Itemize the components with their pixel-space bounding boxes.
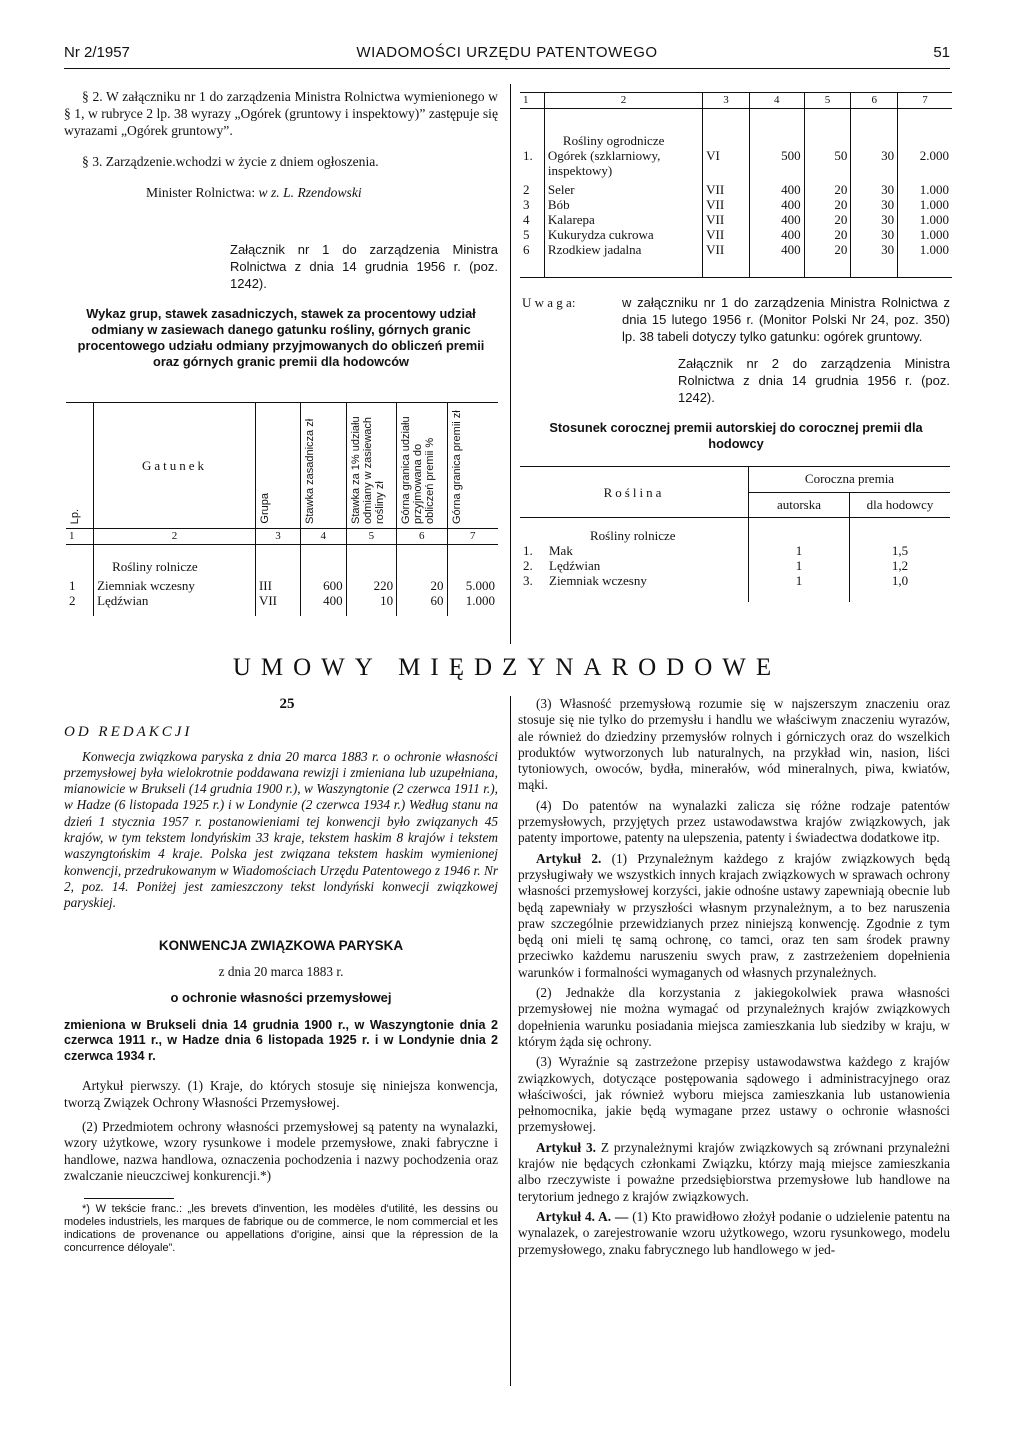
article-2-label: Artykuł 2.	[536, 850, 602, 866]
article-4-label: Artykuł 4. A. —	[536, 1208, 629, 1224]
table-header-row	[520, 467, 950, 493]
section-row	[520, 518, 950, 544]
attachment-note-2: Załącznik nr 2 do zarządzenia Ministra Rolnictwa z dnia 14 grudnia 1956 r. (poz. 1242).	[678, 356, 950, 405]
convention-subtitle: o ochronie własności przemysłowej	[170, 989, 392, 1005]
table-row: 2 Seler VII 400 20 30 1.000	[520, 182, 952, 197]
table-row: 1. Mak 1 1,5	[520, 543, 950, 558]
th-autorska: autorska	[749, 492, 850, 518]
table-row: 6 Rzodkiew jadalna VII 400 20 30 1.000	[520, 242, 952, 257]
column-divider-bottom	[510, 696, 511, 1386]
table-title: Wykaz grup, stawek zasadniczych, stawek za procentowy udział odmiany w zasiewach danego gatunku rośliny, górnych granic procentowego udziału odmiany przyjmowanych do obliczeń premii oraz górnych granic premii dla hodowców	[77, 306, 485, 369]
page-number: 51	[933, 44, 950, 61]
article-1-p4: (4) Do patentów na wynalazki zalicza się różne rodzaje patentów przemysłowych, przyjętych przez ustawodawstwa krajów związkowych, jak patenty importowe, patenty na ulepszenia, patenty i świadectwa dodatkowe itp.	[518, 797, 950, 846]
section-label: Rośliny ogrodnicze	[544, 109, 702, 149]
column-number-row: 1 2 3 4 5 6 7	[66, 529, 498, 545]
note-label: U w a g a:	[522, 295, 576, 310]
th-coroczna: Coroczna premia	[749, 467, 951, 493]
bottom-left-column	[64, 696, 498, 1255]
article-1-label: Artykuł pierwszy.	[82, 1078, 181, 1094]
premium-table	[520, 466, 950, 602]
bottom-right-column	[518, 696, 950, 1258]
article-2-p1: Artykuł 2. (1) Przynależnym każdego z krajów związkowych będą przysługiwały we wszystkich innych krajach związkowych w sprawach ochrony własności przemysłowej korzyści, jakie odnośne ustawy zapewniają obecnie lub będą zapewniały w przyszłości własnym przynależnym, a to bez naruszenia praw szczególnie przewidzianych przez niniejszą konwencję. Zgodnie z tym będą oni mieli tę samą ochronę, co tamci, oraz ten sam środek prawny przeciwko każdemu naruszeniu swych praw, z zastrzeżeniem dopełnienia warunków i formalności wymaganych od własnych przynależnych.	[518, 850, 950, 980]
section-title: UMOWY MIĘDZYNARODOWE	[232, 654, 782, 681]
article-2-p2: (2) Jednakże dla korzystania z jakiegokolwiek prawa własności przemysłowej nie można wymagać od przynależnych krajów związkowych dopełnienia warunku posiadania miejsca zamieszkania lub siedziby w kraju, w którym żąda się ochrony.	[518, 985, 950, 1049]
th-lp: Lp.	[66, 403, 94, 529]
paragraph-par3: § 3. Zarządzenie.wchodzi w życie z dniem ogłoszenia.	[82, 154, 379, 169]
th-stawka-proc: Stawka za 1% udziału odmiany w zasiewach rośliny zł	[346, 403, 396, 529]
th-hodowcy: dla hodowcy	[866, 496, 934, 512]
table-row: 4 Kalarepa VII 400 20 30 1.000	[520, 212, 952, 227]
convention-amendments: zmieniona w Brukseli dnia 14 grudnia 1900 r., w Waszyngtonie dnia 2 czerwca 1911 r., w Hadze dnia 6 listopada 1925 r. i w Londynie dnia 2 czerwca 1934 r.	[64, 1017, 498, 1063]
column-divider	[510, 84, 511, 644]
section-label: Rośliny rolnicze	[94, 545, 256, 575]
table-row: 3 Bób VII 400 20 30 1.000	[520, 197, 952, 212]
section-label: Rośliny rolnicze	[520, 518, 749, 544]
article-2-p3: (3) Wyraźnie są zastrzeżone przepisy ustawodawstwa każdego z krajów związkowych, dotyczące postępowania sądowego i administracyjnego oraz właściwości, jak również wyboru miejsca zamieszkania lub ustanowienia pełnomocnika, jakie będą wymagane przez ustawy o ochronie własności przemysłowej.	[518, 1054, 950, 1135]
paragraph-par2: § 2. W załączniku nr 1 do zarządzenia Ministra Rolnictwa wymienionego w § 1, w rubryce 2 lp. 38 wyrazy „Ogórek (gruntowy i inspektowy)” zastępuje się wyrazami „Ogórek gruntowy”.	[64, 89, 498, 138]
journal-title: WIADOMOŚCI URZĘDU PATENTOWEGO	[356, 44, 658, 61]
article-1-p3: (3) Własność przemysłową rozumie się w najszerszym znaczeniu oraz stosuje się nie tylko do przemysłu i handlu we właściwym znaczeniu wyrazów, ale również do dziedziny przemysłów rolnych i górniczych oraz do wszelkich produktów wytworzonych lub naturalnych, na przykład win, nasion, liści tytoniowych, owoców, bydła, minerałów, wód mineralnych, piwa, kwiatów, mąki.	[518, 696, 950, 793]
th-granica-premii: Górna granica premii zł	[450, 410, 463, 524]
th-gatunek: Gatunek	[94, 403, 256, 529]
note-text: w załączniku nr 1 do zarządzenia Ministra Rolnictwa z dnia 15 lutego 1956 r. (Monitor Polski Nr 24, poz. 350) lp. 38 tabeli dotyczy tylko gatunku: ogórek gruntowy.	[622, 295, 950, 344]
column-number-row: 1 2 3 4 5 6 7	[520, 93, 952, 109]
table-title-2: Stosunek corocznej premii autorskiej do corocznej premii dla hodowcy	[549, 420, 923, 451]
convention-title: KONWENCJA ZWIĄZKOWA PARYSKA	[158, 937, 404, 953]
signature	[64, 184, 498, 201]
th-granica-udzialu: Górna granica udziału przyjmowana do obliczeń premii %	[397, 403, 447, 529]
section-row	[66, 545, 498, 575]
running-header	[64, 44, 950, 66]
article-1-p1: Artykuł pierwszy. (1) Kraje, do których stosuje się niniejsza konwencja, tworzą Związek Ochrony Własności Przemysłowej.	[64, 1078, 498, 1110]
note-block	[522, 294, 950, 452]
header-rule	[64, 68, 950, 69]
table-row: 2. Lędźwian 1 1,2	[520, 558, 950, 573]
article-1-p2: (2) Przedmiotem ochrony własności przemysłowej są patenty na wynalazki, wzory użytkowe, wzory rysunkowe i modele przemysłowe, znaki fabryczne i handlowe, nazwa handlowa, oznaczenia pochodzenia i nazwy pochodzenia oraz zwalczanie nieuczciwej konkurencji.*)	[64, 1118, 498, 1183]
th-stawka: Stawka zasadnicza zł	[300, 403, 346, 529]
th-grupa: Grupa	[255, 403, 300, 529]
convention-date: z dnia 20 marca 1883 r.	[218, 963, 344, 979]
item-number: 25	[279, 696, 295, 712]
table-row: 1 Ziemniak wczesny III 600 220 20 5.000	[66, 578, 498, 593]
signature-prefix: Minister Rolnictwa:	[146, 185, 256, 200]
table-row: 2 Lędźwian VII 400 10 60 1.000	[66, 593, 498, 608]
attachment-note: Załącznik nr 1 do zarządzenia Ministra Rolnictwa z dnia 14 grudnia 1956 r. (poz. 1242).	[230, 242, 498, 291]
left-column	[64, 88, 498, 370]
th-roslina: Roślina	[520, 467, 749, 518]
footnote-rule	[84, 1198, 174, 1199]
section-row	[520, 109, 952, 149]
article-3-label: Artykuł 3.	[536, 1139, 596, 1155]
species-table	[66, 402, 498, 616]
article-4: Artykuł 4. A. — (1) Kto prawidłowo złożył podanie o udzielenie patentu na wynalazek, o zarejestrowanie wzoru użytkowego, wzoru rysunkowego, modelu przemysłowego, znaku fabrycznego lub handlowego w jed-	[518, 1208, 950, 1257]
table-header-row	[66, 403, 498, 529]
issue-number: Nr 2/1957	[64, 44, 130, 61]
horticulture-table	[520, 92, 952, 278]
article-3: Artykuł 3. Z przynależnymi krajów związkowych są zrównani przynależni krajów nie będących członkami Związku, którzy mają miejsce zamieszkania albo rzeczywiste i poważne przedsiębiorstwa przemysłowe lub handlowe na terytorium jednego z krajów związkowych.	[518, 1139, 950, 1204]
footnote: *) W tekście franc.: „les brevets d'invention, les modèles d'utilité, les dessins ou modeles industriels, les marques de fabrique ou de commerce, le nom commercial et les indications de provenance ou appellations d'origine, ainsi que la répression de la concurrence déloyale”.	[64, 1203, 498, 1255]
table-row: 3. Ziemniak wczesny 1 1,0	[520, 573, 950, 588]
editorial-note: Konwecja związkowa paryska z dnia 20 marca 1883 r. o ochronie własności przemysłowej była wielokrotnie poddawana rewizji i zmieniana lub uzupełniana, mianowicie w Brukseli (14 grudnia 1900 r.), w Waszyngtonie (2 czerwca 1911 r.), w Hadze (6 listopada 1925 r.) i w Londynie (2 czerwca 1934 r.) Według stanu na dzień 1 stycznia 1957 r. postanowieniami tej konwencji było związanych 45 krajów, w tym tekstem londyńskim 33 kraje, tekstem haskim 8 krajów i tekstem waszyngtońskim 4 kraje. Polska jest związana tekstem haskim wymienionej konwencji, przedrukowanym w Wiadomościach Urzędu Patentowego z 1946 r. Nr 2, poz. 14. Poniżej jest zamieszczony tekst londyński konwecji związkowej paryskiej.	[64, 748, 498, 911]
table-row: 5 Kukurydza cukrowa VII 400 20 30 1.000	[520, 227, 952, 242]
od-redakcji-heading: OD REDAKCJI	[64, 724, 193, 741]
table-row: 1. Ogórek (szklarniowy, inspektowy) VI 500 50 30 2.000	[520, 148, 952, 182]
signature-name: w z. L. Rzendowski	[258, 185, 362, 200]
